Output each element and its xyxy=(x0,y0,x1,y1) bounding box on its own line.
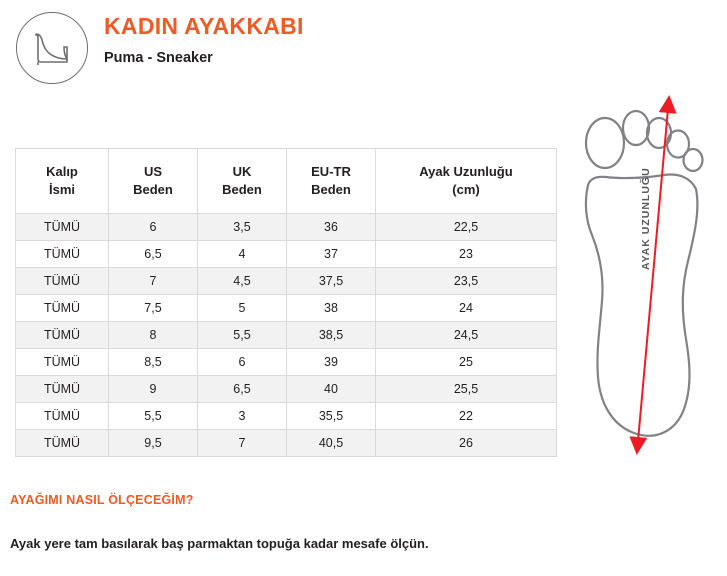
column-header-line1: Ayak Uzunluğu xyxy=(419,164,513,180)
table-header-row xyxy=(16,149,557,214)
column-header-line1: UK xyxy=(232,164,252,180)
cell-us-beden: 9,5 xyxy=(109,430,198,457)
cell-kalip-ismi: TÜMÜ xyxy=(16,268,109,295)
cell-us-beden: 8,5 xyxy=(109,349,198,376)
cell-kalip-ismi: TÜMÜ xyxy=(16,322,109,349)
cell-eu-tr-beden: 40 xyxy=(287,376,376,403)
cell-uk-beden: 4,5 xyxy=(198,268,287,295)
column-header-line1: US xyxy=(143,164,163,180)
cell-ayak-uzunlugu: 23 xyxy=(376,241,557,268)
column-header-uk-beden xyxy=(198,149,287,214)
table-row xyxy=(16,295,557,322)
cell-ayak-uzunlugu: 24 xyxy=(376,295,557,322)
cell-eu-tr-beden: 37 xyxy=(287,241,376,268)
table-row xyxy=(16,214,557,241)
high-heel-shoe-icon xyxy=(29,25,75,71)
cell-us-beden: 8 xyxy=(109,322,198,349)
table-row xyxy=(16,241,557,268)
cell-eu-tr-beden: 35,5 xyxy=(287,403,376,430)
footprint-measure-diagram xyxy=(560,95,727,475)
column-header-line2: Beden xyxy=(133,182,173,197)
cell-eu-tr-beden: 39 xyxy=(287,349,376,376)
cell-eu-tr-beden: 37,5 xyxy=(287,268,376,295)
size-table xyxy=(15,148,557,457)
cell-ayak-uzunlugu: 24,5 xyxy=(376,322,557,349)
foot-diagram xyxy=(560,95,727,475)
logo-circle xyxy=(16,12,88,84)
cell-us-beden: 9 xyxy=(109,376,198,403)
size-table-header xyxy=(16,149,557,214)
header-titles xyxy=(104,0,304,66)
cell-ayak-uzunlugu: 25 xyxy=(376,349,557,376)
column-header-eu-tr-beden xyxy=(287,149,376,214)
footer-section xyxy=(10,493,710,551)
cell-ayak-uzunlugu: 22,5 xyxy=(376,214,557,241)
logo-container xyxy=(0,0,104,84)
column-header-line2: İsmi xyxy=(48,182,75,197)
cell-ayak-uzunlugu: 23,5 xyxy=(376,268,557,295)
size-table-container xyxy=(15,148,556,457)
cell-kalip-ismi: TÜMÜ xyxy=(16,376,109,403)
cell-uk-beden: 3 xyxy=(198,403,287,430)
cell-uk-beden: 4 xyxy=(198,241,287,268)
cell-uk-beden: 3,5 xyxy=(198,214,287,241)
table-row xyxy=(16,403,557,430)
cell-kalip-ismi: TÜMÜ xyxy=(16,241,109,268)
cell-us-beden: 6,5 xyxy=(109,241,198,268)
cell-uk-beden: 6,5 xyxy=(198,376,287,403)
cell-eu-tr-beden: 38 xyxy=(287,295,376,322)
footer-text: Ayak yere tam basılarak baş parmaktan topuğa kadar mesafe ölçün. xyxy=(10,536,429,551)
page-subtitle: Puma - Sneaker xyxy=(104,50,213,67)
column-header-line2: (cm) xyxy=(452,182,480,197)
cell-ayak-uzunlugu: 26 xyxy=(376,430,557,457)
column-header-us-beden xyxy=(109,149,198,214)
size-table-body xyxy=(16,214,557,457)
cell-kalip-ismi: TÜMÜ xyxy=(16,349,109,376)
table-row xyxy=(16,322,557,349)
column-header-line1: EU-TR xyxy=(311,164,351,180)
table-row xyxy=(16,430,557,457)
cell-us-beden: 7 xyxy=(109,268,198,295)
cell-eu-tr-beden: 38,5 xyxy=(287,322,376,349)
cell-ayak-uzunlugu: 25,5 xyxy=(376,376,557,403)
column-header-line2: Beden xyxy=(222,182,262,197)
cell-us-beden: 7,5 xyxy=(109,295,198,322)
column-header-line1: Kalıp xyxy=(46,164,78,180)
page-title: KADIN AYAKKABI xyxy=(104,13,304,39)
cell-us-beden: 5,5 xyxy=(109,403,198,430)
column-header-ayak-uzunlugu xyxy=(376,149,557,214)
page-header xyxy=(0,0,727,100)
cell-uk-beden: 5 xyxy=(198,295,287,322)
cell-kalip-ismi: TÜMÜ xyxy=(16,403,109,430)
cell-eu-tr-beden: 40,5 xyxy=(287,430,376,457)
footer-heading: AYAĞIMI NASIL ÖLÇECEĞİM? xyxy=(10,493,194,507)
column-header-line2: Beden xyxy=(311,182,351,197)
cell-kalip-ismi: TÜMÜ xyxy=(16,430,109,457)
cell-us-beden: 6 xyxy=(109,214,198,241)
cell-kalip-ismi: TÜMÜ xyxy=(16,295,109,322)
cell-eu-tr-beden: 36 xyxy=(287,214,376,241)
cell-uk-beden: 7 xyxy=(198,430,287,457)
table-row xyxy=(16,268,557,295)
column-header-kalip-ismi xyxy=(16,149,109,214)
cell-kalip-ismi: TÜMÜ xyxy=(16,214,109,241)
cell-uk-beden: 6 xyxy=(198,349,287,376)
foot-length-label: AYAK UZUNLUĞU xyxy=(640,167,652,270)
table-row xyxy=(16,376,557,403)
cell-ayak-uzunlugu: 22 xyxy=(376,403,557,430)
cell-uk-beden: 5,5 xyxy=(198,322,287,349)
table-row xyxy=(16,349,557,376)
